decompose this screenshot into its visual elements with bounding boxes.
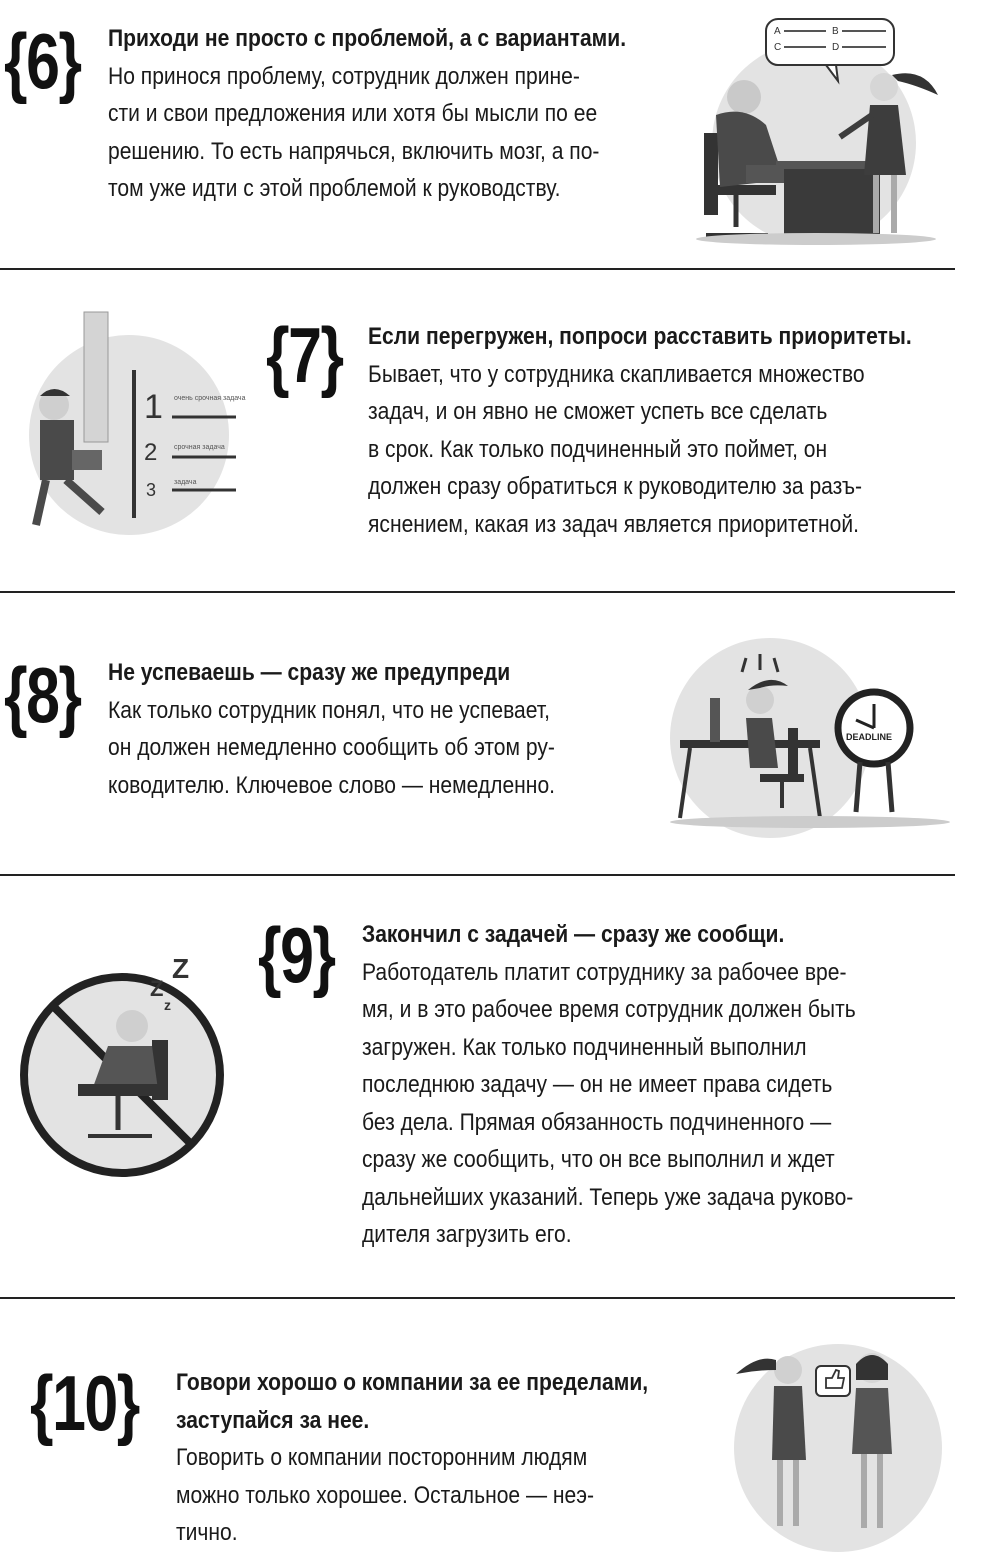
bubble-option-c: C (774, 42, 782, 53)
section-title: Если перегружен, попроси расставить приоритеты. (368, 323, 912, 350)
text-line: Бывает, что у сотрудника скапливается множество (368, 360, 865, 388)
section-divider (0, 874, 955, 876)
sleep-letter: Z (150, 976, 164, 1001)
text-line: Говорить о компании посторонним людям (176, 1444, 588, 1471)
priority-label: срочная задача (174, 444, 225, 451)
section-title: Приходи не просто с проблемой, а с вариантами. (108, 25, 627, 52)
priority-num: 1 (144, 388, 163, 426)
sleep-letter: z (164, 997, 171, 1013)
section-divider (0, 1297, 955, 1299)
section-text (368, 318, 1000, 543)
text-line: сти и свои предложения или хотя бы мысли по ее (108, 100, 598, 127)
bubble-option-b: B (832, 26, 839, 37)
section-title: заступайся за нее. (176, 1406, 370, 1434)
section-divider (0, 268, 955, 270)
section-title: Не успеваешь — сразу же предупреди (108, 659, 511, 686)
text-line: яснением, какая из задач является приоритетной. (368, 510, 859, 538)
priority-label: задача (174, 479, 197, 486)
illustration-deadline (660, 628, 960, 848)
text-line: можно только хорошее. Остальное — неэ- (176, 1481, 595, 1509)
text-line: Работодатель платит сотруднику за рабочее вре- (362, 958, 847, 986)
illustration-no-sleeping (12, 950, 232, 1180)
like-bubble (816, 1366, 850, 1396)
bubble-option-d: D (832, 42, 840, 53)
text-line: Но принося проблему, сотрудник должен прине- (108, 62, 580, 90)
section-title: Закончил с задачей — сразу же сообщи. (362, 921, 785, 948)
text-line: дальнейших указаний. Теперь уже задача руково- (362, 1183, 854, 1211)
text-line: задач, и он явно не сможет успеть все сделать (368, 398, 828, 425)
text-line: дителя загрузить его. (362, 1221, 572, 1248)
text-line: том уже идти с этой проблемой к руководству. (108, 175, 561, 202)
text-line: тично. (176, 1519, 238, 1546)
text-line: Как только сотрудник понял, что не успевает, (108, 696, 550, 724)
text-line: в срок. Как только подчиненный это поймет, он (368, 435, 828, 463)
section-number: {8} (4, 651, 81, 739)
section-title: Говори хорошо о компании за ее пределами, (176, 1369, 649, 1396)
section-divider (0, 591, 955, 593)
illustration-meeting (676, 15, 956, 250)
priority-num: 3 (146, 480, 157, 500)
section-number: {6} (4, 17, 81, 105)
text-line: он должен немедленно сообщить об этом ру- (108, 734, 555, 761)
priority-num: 2 (144, 439, 158, 466)
sleep-letter: Z (172, 953, 190, 984)
priority-label: очень срочная задача (174, 395, 246, 402)
section-number: {10} (30, 1359, 139, 1447)
bubble-option-a: A (774, 26, 781, 37)
text-line: должен сразу обратиться к руководителю за разъ- (368, 473, 863, 500)
text-line: без дела. Прямая обязанность подчиненного — (362, 1108, 832, 1136)
text-line: ководителю. Ключевое слово — немедленно. (108, 771, 556, 799)
deadline-label: DEADLINE (846, 732, 893, 742)
text-line: загружен. Как только подчиненный выполнил (362, 1033, 807, 1061)
section-number: {7} (266, 311, 343, 399)
illustration-priorities (14, 300, 264, 550)
section-text (176, 1364, 725, 1552)
section-text (108, 654, 628, 804)
text-line: решению. То есть напрячься, включить мозг, а по- (108, 137, 600, 165)
section-text (108, 20, 710, 208)
section-number: {9} (258, 911, 335, 999)
speech-bubble (766, 19, 894, 65)
text-line: последнюю задачу — он не имеет права сидеть (362, 1071, 833, 1098)
text-line: сразу же сообщить, что он все выполнил и ждет (362, 1146, 835, 1173)
section-text (362, 916, 936, 1254)
illustration-talking (718, 1330, 958, 1555)
text-line: мя, и в это рабочее время сотрудник должен быть (362, 996, 856, 1023)
